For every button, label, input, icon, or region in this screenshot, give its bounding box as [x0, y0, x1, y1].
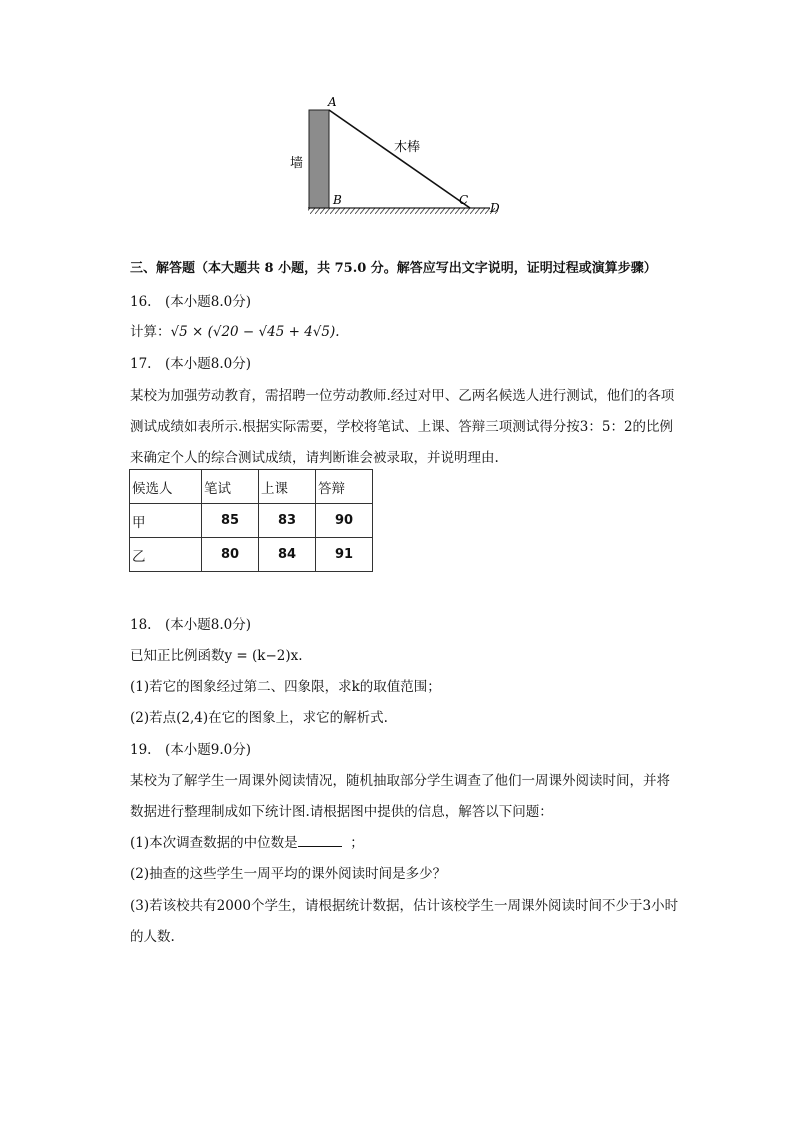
q19-line4: (2)抽查的这些学生一周平均的课外阅读时间是多少？: [130, 866, 447, 882]
section-heading: 三、解答题（本大题共 8 小题，共 75.0 分。解答应写出文字说明，证明过程或演算步骤）: [130, 261, 657, 276]
q17-line1: 某校为加强劳动教育，需招聘一位劳动教师.经过对甲、乙两名候选人进行测试，他们的各项: [130, 388, 675, 404]
q19-line1: 某校为了解学生一周课外阅读情况，随机抽取部分学生调查了他们一周课外阅读时间，并将: [130, 773, 670, 789]
wall-rect: [309, 110, 329, 208]
table-row: [130, 538, 373, 572]
q17-line3: 来确定个人的综合测试成绩，请判断谁会被录取，并说明理由.: [130, 450, 499, 466]
table-cell: 80: [202, 538, 259, 572]
wall-label: 墙: [290, 156, 304, 171]
header-cell: 答辩: [316, 470, 373, 504]
table-cell: 91: [316, 538, 373, 572]
score-table: [129, 469, 373, 572]
q16-text: [130, 320, 340, 340]
table-row: [130, 504, 373, 538]
q17-number: 17. (本小题8.0分): [130, 356, 251, 372]
table-cell: 90: [316, 504, 373, 538]
header-cell: 候选人: [130, 470, 202, 504]
table-cell: 83: [259, 504, 316, 538]
label-b: B: [333, 193, 342, 207]
q16-number: 16. (本小题8.0分): [130, 294, 251, 310]
ground-hatch: [308, 208, 498, 214]
table-cell: 乙: [130, 538, 202, 572]
q19-line3-suffix: ；: [350, 835, 364, 851]
table-cell: 85: [202, 504, 259, 538]
q18-number: 18. (本小题8.0分): [130, 617, 251, 633]
q19-line3: [130, 831, 364, 851]
q19-line5: (3)若该校共有2000个学生，请根据统计数据，估计该校学生一周课外阅读时间不少于3小时: [130, 898, 679, 914]
label-c: C: [459, 193, 469, 207]
q19-line2: 数据进行整理制成如下统计图.请根据图中提供的信息，解答以下问题：: [130, 804, 553, 820]
q19-line6: 的人数.: [130, 929, 175, 945]
q18-line1: 已知正比例函数y = (k−2)x.: [130, 648, 303, 664]
q16-expression: √5 × (√20 − √45 + 4√5).: [170, 324, 340, 340]
header-cell: 笔试: [202, 470, 259, 504]
q18-line3: (2)若点(2,4)在它的图象上，求它的解析式.: [130, 710, 388, 726]
q16-prefix: 计算：: [130, 324, 171, 340]
q18-line2: (1)若它的图象经过第二、四象限，求k的取值范围；: [130, 679, 441, 695]
header-cell: 上课: [259, 470, 316, 504]
stick-label: 木棒: [394, 140, 421, 155]
q19-number: 19. (本小题9.0分): [130, 742, 251, 758]
geometry-diagram: [280, 88, 520, 218]
table-cell: 甲: [130, 504, 202, 538]
wall-stick-figure: [280, 88, 520, 218]
stick-line: [329, 110, 470, 208]
q17-line2: 测试成绩如表所示.根据实际需要，学校将笔试、上课、答辩三项测试得分按3：5：2的比例: [130, 419, 674, 435]
table-header-row: [130, 470, 373, 504]
label-a: A: [328, 95, 337, 109]
q19-line3-prefix: (1)本次调查数据的中位数是: [130, 835, 298, 851]
answer-blank[interactable]: [298, 834, 342, 847]
label-d: D: [490, 201, 500, 215]
table-cell: 84: [259, 538, 316, 572]
